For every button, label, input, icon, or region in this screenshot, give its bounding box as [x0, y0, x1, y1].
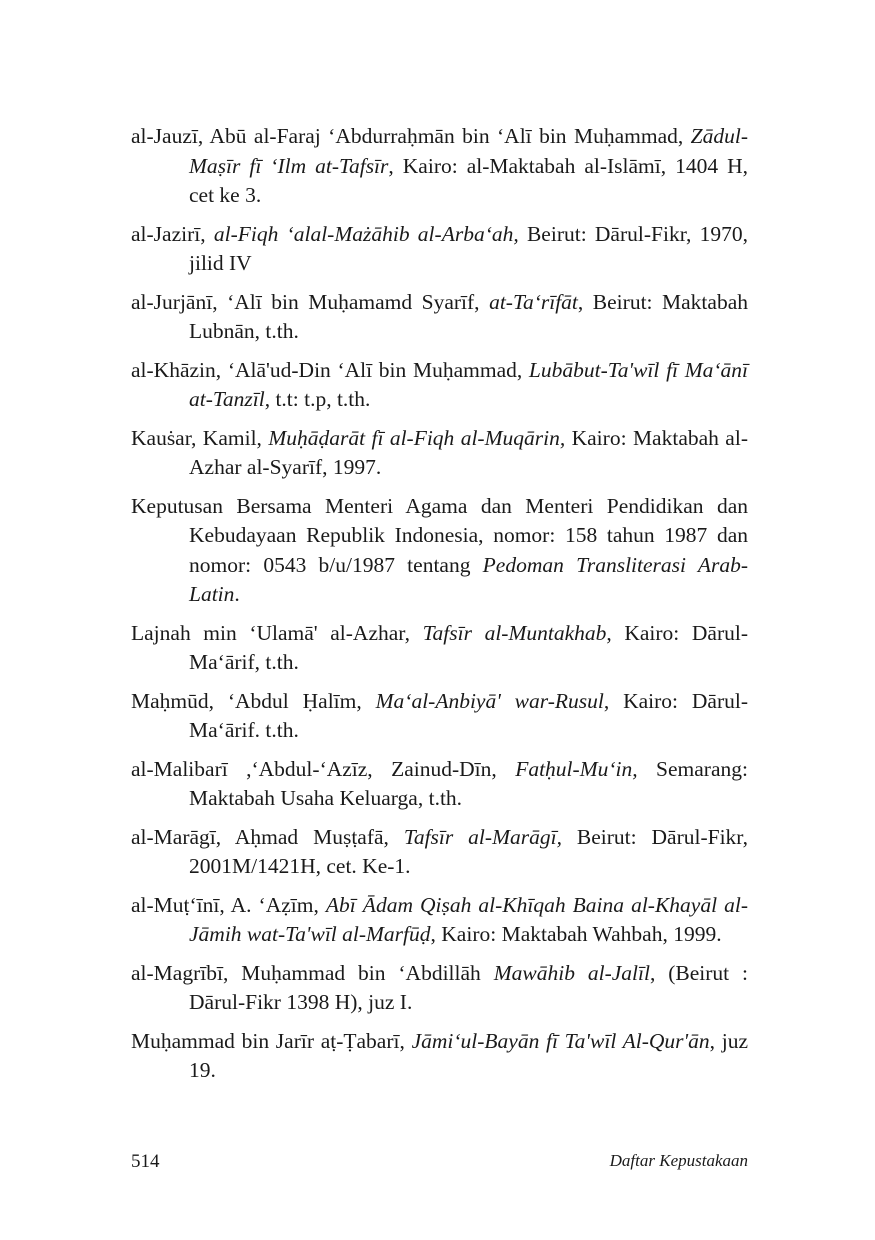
entry-title: Jāmi‘ul-Bayān fī Ta'wīl Al-Qur'ān	[411, 1028, 710, 1053]
bibliography-entry	[131, 122, 748, 211]
entry-title: Lubābut-Ta'wīl fī Ma‘ānī at-Tanzīl	[189, 357, 748, 411]
entry-title: at-Ta‘rīfāt	[489, 289, 578, 314]
entry-author-text: al-Marāgī, Aḥmad Muṣṭafā,	[131, 824, 404, 849]
bibliography-entry	[131, 959, 748, 1018]
entry-title: Mawāhib al-Jalīl	[493, 960, 650, 985]
entry-author-text: Lajnah min ‘Ulamā' al-Azhar,	[131, 620, 423, 645]
entry-author-text: Keputusan Bersama Menteri Agama dan Menteri Pendidikan dan Kebudayaan Republik Indonesia, nomor: 158 tahun 1987 dan nomor: 0543 b/u/1987 tentang	[131, 493, 748, 577]
entry-title: Ma‘al-Anbiyā' war-Rusul	[375, 688, 604, 713]
entry-publication-text: Beirut: Dārul-Fikr, 1970, jilid IV	[189, 221, 748, 275]
entry-title: Tafsīr al-Marāgī,	[403, 824, 562, 849]
bibliography-entry	[131, 619, 748, 678]
entry-author-text: al-Jauzī, Abū al-Faraj ‘Abdurraḥmān bin ‘Alī bin Muḥammad,	[131, 124, 691, 148]
entry-author-text: Kauṡar, Kamil,	[131, 425, 269, 450]
entry-title: Tafsīr al-Muntakhab	[422, 620, 607, 645]
entry-publication-text: , Beirut: Maktabah Lubnān, t.th.	[189, 289, 748, 343]
entry-publication-text: , Kairo: al-Maktabah al-Islāmī, 1404 H, cet ke 3.	[189, 153, 748, 207]
bibliography-entry	[131, 755, 748, 814]
bibliography-entry	[131, 687, 748, 746]
entry-author-text: Maḥmūd, ‘Abdul Ḥalīm,	[131, 688, 376, 713]
entry-author-text: al-Malibarī ,‘Abdul-‘Azīz, Zainud-Dīn,	[131, 756, 516, 781]
entry-author-text: al-Khāzin, ‘Alā'ud-Din ‘Alī bin Muḥammad,	[131, 357, 529, 382]
entry-author-text: al-Magrībī, Muḥammad bin ‘Abdillāh	[131, 960, 494, 985]
entry-author-text: al-Jazirī,	[131, 221, 214, 246]
entry-publication-text: Kairo: Maktabah al-Azhar al-Syarīf, 1997.	[189, 425, 748, 479]
bibliography-entry	[131, 424, 748, 483]
bibliography-entry	[131, 356, 748, 415]
entry-title: Zādul-Maṣīr fī ‘Ilm at-Tafsīr	[189, 124, 748, 178]
entry-author-text: al-Jurjānī, ‘Alī bin Muḥamamd Syarīf,	[131, 289, 490, 314]
entry-publication-text: .	[234, 582, 240, 606]
page-number: 514	[131, 1151, 160, 1172]
entry-publication-text: , (Beirut : Dārul-Fikr 1398 H), juz I.	[189, 960, 749, 1014]
entry-publication-text: , Kairo: Dārul-Ma‘ārif. t.th.	[189, 688, 748, 742]
bibliography-entry	[131, 891, 748, 950]
entry-publication-text: , Kairo: Maktabah Wahbah, 1999.	[430, 922, 722, 946]
entry-publication-text: , Kairo: Dārul-Ma‘ārif, t.th.	[189, 620, 748, 674]
bibliography-entry	[131, 220, 748, 279]
bibliography-entry	[131, 288, 748, 347]
entry-publication-text: Beirut: Dārul-Fikr, 2001M/1421H, cet. Ke-1.	[189, 824, 748, 878]
entry-title: Pedoman Transliterasi Arab-Latin	[189, 552, 748, 606]
bibliography-entry	[131, 1027, 748, 1086]
entry-author-text: al-Muṭ‘īnī, A. ‘Aẓīm,	[131, 892, 326, 917]
entry-title: al-Fiqh ‘alal-Mażāhib al-Arba‘ah,	[213, 221, 519, 246]
entry-title: Muḥāḍarāt fī al-Fiqh al-Muqārin,	[268, 425, 566, 450]
entry-publication-text: , juz 19.	[189, 1028, 748, 1082]
running-title: Daftar Kepustakaan	[609, 1151, 748, 1170]
entry-author-text: Muḥammad bin Jarīr aṭ-Ṭabarī,	[131, 1028, 412, 1053]
page-footer	[131, 1151, 748, 1179]
entry-publication-text: , t.t: t.p, t.th.	[264, 387, 371, 411]
entry-title: Fatḥul-Mu‘in,	[515, 756, 638, 781]
bibliography-entry	[131, 823, 748, 882]
entry-publication-text: Semarang: Maktabah Usaha Keluarga, t.th.	[189, 756, 748, 810]
bibliography-entry	[131, 492, 748, 610]
entry-title: Abī Ādam Qiṣah al-Khīqah Baina al-Khayāl al-Jāmih wat-Ta'wīl al-Marfūḍ	[189, 892, 748, 946]
bibliography-list	[131, 122, 748, 1095]
